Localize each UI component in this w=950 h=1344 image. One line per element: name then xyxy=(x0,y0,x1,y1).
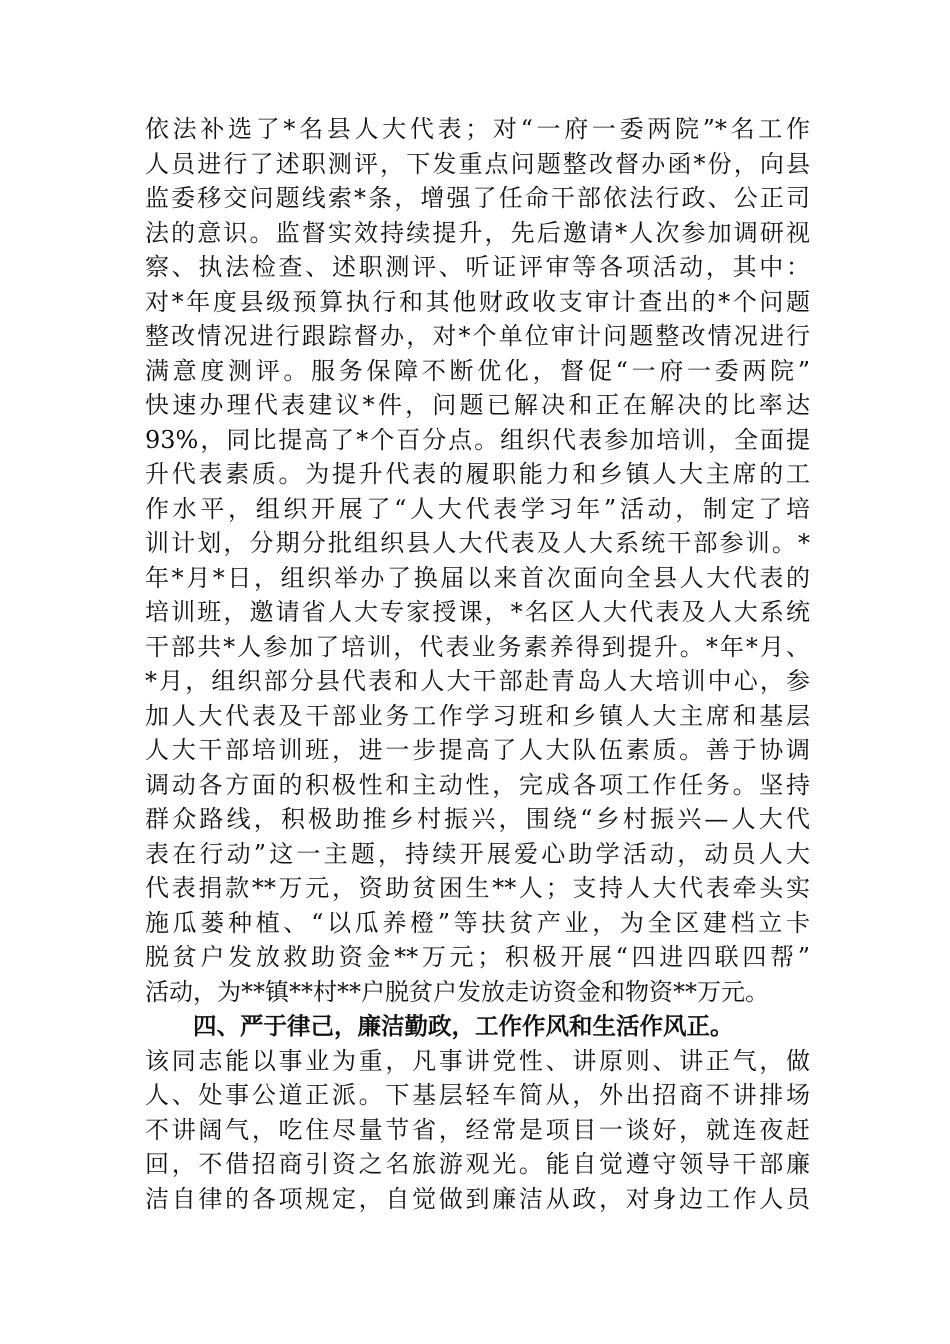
text-line: 满意度测评。服务保障不断优化，督促“一府一委两院” xyxy=(145,356,810,385)
text-line: 加人大代表及干部业务工作学习班和乡镇人大主席和基层 xyxy=(145,701,810,730)
text-line: 干部共*人参加了培训，代表业务素养得到提升。*年*月、 xyxy=(145,632,810,661)
text-line: 培训班，邀请省人大专家授课，*名区人大代表及人大系统 xyxy=(145,598,810,626)
text-line: *月，组织部分县代表和人大干部赴青岛人大培训中心，参 xyxy=(145,667,810,695)
text-line: 活动，为**镇**村**户脱贫户发放走访资金和物资**万元。 xyxy=(145,977,769,1006)
text-line: 整改情况进行跟踪督办，对*个单位审计问题整改情况进行 xyxy=(145,322,810,350)
document-body xyxy=(145,112,810,1216)
text-line: 不讲阔气，吃住尽量节省，经常是项目一谈好，就连夜赶 xyxy=(145,1115,810,1144)
text-line: 监委移交问题线索*条，增强了任命干部依法行政、公正司 xyxy=(145,184,810,212)
text-line: 群众路线，积极助推乡村振兴，围绕“乡村振兴—人大代 xyxy=(145,805,810,833)
text-line: 依法补选了*名县人大代表；对“一府一委两院”*名工作 xyxy=(145,115,810,143)
text-line: 施瓜蒌种植、“以瓜养橙”等扶贫产业，为全区建档立卡 xyxy=(145,908,810,937)
text-line: 洁自律的各项规定，自觉做到廉洁从政，对身边工作人员 xyxy=(145,1184,810,1213)
text-line: 察、执法检查、述职测评、听证评审等各项活动，其中： xyxy=(145,253,810,281)
text-line: 年*月*日，组织举办了换届以来首次面向全县人大代表的 xyxy=(145,563,810,592)
text-line: 脱贫户发放救助资金**万元；积极开展“四进四联四帮” xyxy=(145,943,810,971)
text-line: 人大干部培训班，进一步提高了人大队伍素质。善于协调 xyxy=(145,736,810,764)
text-line: 代表捐款**万元，资助贫困生**人；支持人大代表牵头实 xyxy=(145,874,810,902)
text-line: 法的意识。监督实效持续提升，先后邀请*人次参加调研视 xyxy=(145,218,810,247)
text-line: 升代表素质。为提升代表的履职能力和乡镇人大主席的工 xyxy=(145,460,810,488)
text-line: 回，不借招商引资之名旅游观光。能自觉遵守领导干部廉 xyxy=(145,1150,810,1178)
section-heading: 四、严于律己，廉洁勤政，工作作风和生活作风正。 xyxy=(193,1012,734,1040)
text-line: 人、处事公道正派。下基层轻车简从，外出招商不讲排场 xyxy=(145,1081,810,1109)
text-line: 作水平，组织开展了“人大代表学习年”活动，制定了培 xyxy=(145,494,810,523)
text-line: 快速办理代表建议*件，问题已解决和正在解决的比率达 xyxy=(145,391,810,419)
text-line: 对*年度县级预算执行和其他财政收支审计查出的*个问题 xyxy=(145,287,810,316)
text-line: 该同志能以事业为重，凡事讲党性、讲原则、讲正气，做 xyxy=(145,1046,810,1075)
text-line: 训计划，分期分批组织县人大代表及人大系统干部参训。* xyxy=(145,529,810,557)
text-line: 调动各方面的积极性和主动性，完成各项工作任务。坚持 xyxy=(145,770,810,799)
text-line: 人员进行了述职测评，下发重点问题整改督办函*份，向县 xyxy=(145,149,810,178)
text-line: 93%，同比提高了*个百分点。组织代表参加培训，全面提 xyxy=(145,425,810,454)
text-line: 表在行动”这一主题，持续开展爱心助学活动，动员人大 xyxy=(145,839,810,868)
